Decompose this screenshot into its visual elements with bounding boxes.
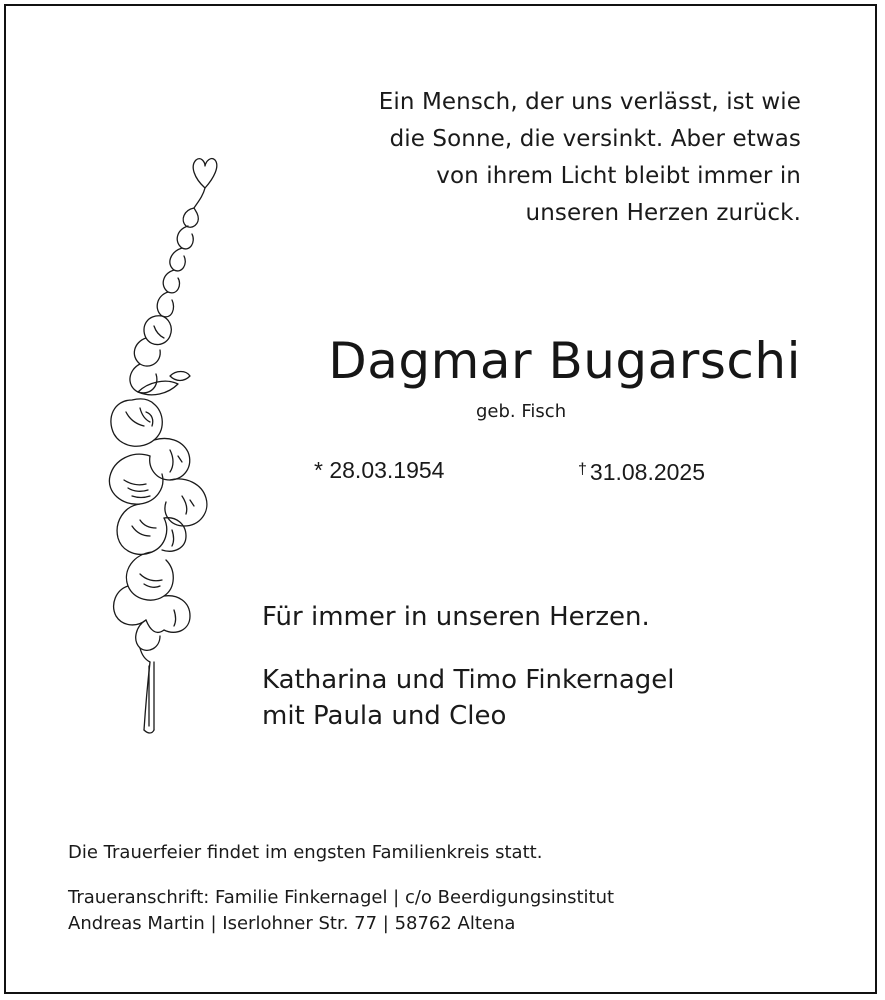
- birth-date: [314, 454, 444, 486]
- mourner-line: mit Paula und Cleo: [262, 701, 507, 731]
- memorial-quote: [321, 84, 801, 232]
- birth-symbol: *: [314, 457, 323, 483]
- farewell-line: Für immer in unseren Herzen.: [262, 602, 650, 632]
- gladiolus-line-drawing-icon: [70, 150, 240, 740]
- death-cross-icon: †: [578, 461, 587, 478]
- quote-line: die Sonne, die versinkt. Aber etwas: [389, 126, 801, 152]
- death-date-value: 31.08.2025: [589, 459, 706, 485]
- maiden-name: geb. Fisch: [476, 401, 567, 422]
- quote-line: unseren Herzen zurück.: [525, 200, 801, 226]
- death-date: [578, 454, 705, 488]
- mourner-line: Katharina und Timo Finkernagel: [262, 665, 675, 695]
- address-line: Andreas Martin | Iserlohner Str. 77 | 58762 Altena: [68, 913, 516, 934]
- ceremony-note: Die Trauerfeier findet im engsten Familienkreis statt.: [68, 842, 543, 863]
- quote-line: Ein Mensch, der uns verlässt, ist wie: [378, 89, 801, 115]
- mourners: [262, 662, 675, 734]
- address-line: Traueranschrift: Familie Finkernagel | c/o Beerdigungsinstitut: [68, 887, 615, 908]
- deceased-name: Dagmar Bugarschi: [328, 332, 801, 390]
- mourning-address: [68, 885, 614, 937]
- birth-date-value: 28.03.1954: [329, 457, 445, 483]
- quote-line: von ihrem Licht bleibt immer in: [436, 163, 801, 189]
